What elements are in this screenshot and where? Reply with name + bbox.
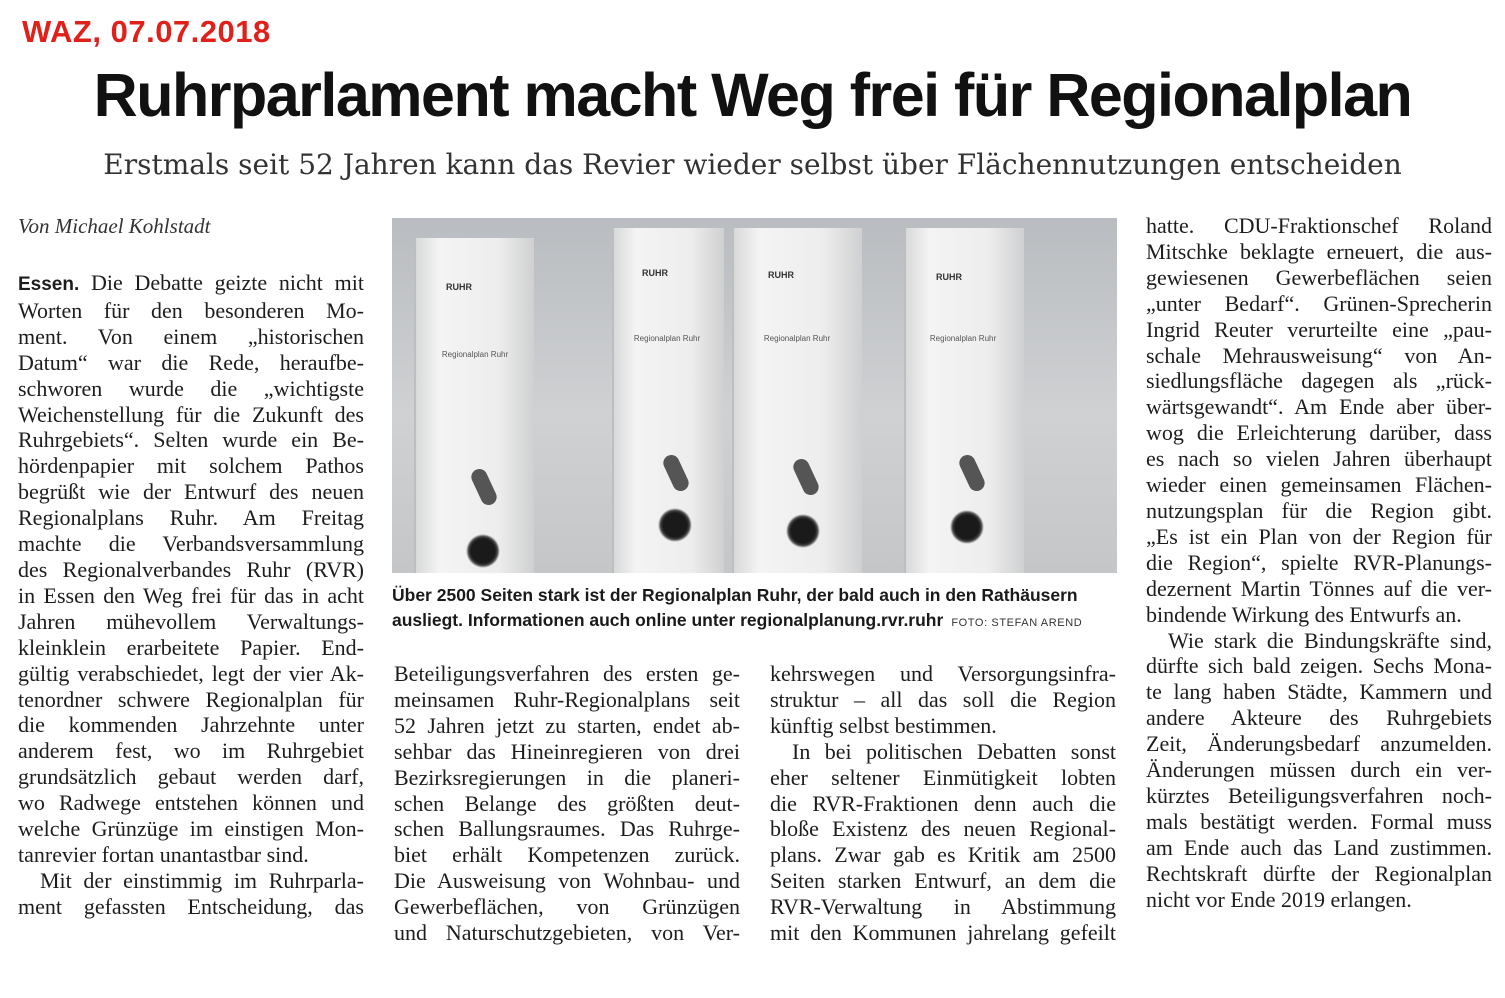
text-line: bloße Existenz des neuen Regional- xyxy=(770,816,1116,842)
text-line: hatte. CDU-Fraktionschef Roland xyxy=(1146,213,1492,238)
text-line: tanrevier fortan unantastbar sind. xyxy=(18,841,309,867)
text-line: dürfte sich bald zeigen. Sechs Mona- xyxy=(1146,653,1492,679)
source-label: WAZ, 07.07.2018 xyxy=(22,14,271,49)
text-line: die Region“, spielte RVR-Planungs- xyxy=(1146,549,1492,575)
text-line: Worten für den besonderen Mo- xyxy=(18,297,364,323)
article-photo xyxy=(392,218,1117,573)
binder-logo: RUHR xyxy=(768,270,794,280)
binder-logo: RUHR xyxy=(936,272,962,282)
text-line: in Essen den Weg frei für das in acht xyxy=(18,582,364,608)
text-line: andere Akteure des Ruhrgebiets xyxy=(1146,705,1492,731)
text-line: meinsamen Ruhr-Regionalplans seit xyxy=(394,686,740,712)
text-line: des Regionalverbandes Ruhr (RVR) xyxy=(18,556,364,582)
dateline: Essen. xyxy=(18,274,80,295)
text-line: plans. Zwar gab es Kritik am 2500 xyxy=(770,842,1116,868)
text-line: Rechtskraft dürfte der Regionalplan xyxy=(1146,860,1492,886)
text-line: sehbar das Hineinregieren von drei xyxy=(394,738,740,764)
text-line: grundsätzlich gebaut werden darf, xyxy=(18,764,364,790)
caption-line-2: ausliegt. Informationen auch online unter regionalplanung.rvr.ruhr FOTO: STEFAN AREND xyxy=(392,610,1083,630)
photo-caption xyxy=(392,583,1120,636)
text-line: Mitschke beklagte erneuert, die aus- xyxy=(1146,238,1492,264)
text-line: anderem fest, wo im Ruhrgebiet xyxy=(18,738,364,764)
article-column-2 xyxy=(394,661,740,946)
binder-label: Regionalplan Ruhr xyxy=(633,334,701,343)
binder-4 xyxy=(904,228,1024,573)
text-line: Beteiligungsverfahren des ersten ge- xyxy=(394,661,740,686)
text-line: RVR-Verwaltung in Abstimmung xyxy=(770,894,1116,920)
text-line: 52 Jahren jetzt zu starten, endet ab- xyxy=(394,712,740,738)
binder-logo: RUHR xyxy=(642,268,668,278)
binder-ring xyxy=(466,534,500,568)
text-line: Ingrid Reuter verurteilte eine „pau- xyxy=(1146,316,1492,342)
text-line: Regionalplans Ruhr. Am Freitag xyxy=(18,505,364,531)
text-line: mit den Kommunen jahrelang gefeilt xyxy=(770,920,1116,946)
text-line: Die Ausweisung von Wohnbau- und xyxy=(394,868,740,894)
text-line: ment gefassten Entscheidung, das xyxy=(18,893,364,919)
text-line: „unter Bedarf“. Grünen-Sprecherin xyxy=(1146,290,1492,316)
text-line: Weichenstellung für die Zukunft des xyxy=(18,401,364,427)
text-line: tenordner schwere Regionalplan für xyxy=(18,686,364,712)
text-line: Essen. Die Debatte geizte nicht mit xyxy=(18,270,364,295)
text-line: ment. Von einem „historischen xyxy=(18,323,364,349)
text-line: nicht vor Ende 2019 erlangen. xyxy=(1146,886,1412,912)
text-line: wieder einen gemeinsamen Flächen- xyxy=(1146,472,1492,498)
binder-logo: RUHR xyxy=(446,282,472,292)
text-line: es nach so vielen Jahren überhaupt xyxy=(1146,446,1492,472)
text-line: Ruhrgebiets“. Selten wurde ein Be- xyxy=(18,427,364,453)
text-line: schen Ballungsraumes. Das Ruhrge- xyxy=(394,816,740,842)
text-line: Datum“ war die Rede, heraufbe- xyxy=(18,349,364,375)
text-line: schale Mehrausweisung“ von An- xyxy=(1146,342,1492,368)
text-line: Bezirksregierungen in die planeri- xyxy=(394,764,740,790)
text-line: eher seltener Einmütigkeit lobten xyxy=(770,764,1116,790)
binder-ring xyxy=(658,508,692,542)
article-column-3 xyxy=(770,661,1116,946)
text-line: Änderungen müssen durch ein ver- xyxy=(1146,757,1492,783)
text-line: kleinklein erarbeitete Papier. End- xyxy=(18,634,364,660)
text-line: wo Radwege entstehen können und xyxy=(18,790,364,816)
text-line: siedlungsfläche dagegen als „rück- xyxy=(1146,368,1492,394)
text-line: mals bestätigt werden. Formal muss xyxy=(1146,808,1492,834)
article-column-4 xyxy=(1146,213,1492,912)
text-line: struktur – all das soll die Region xyxy=(770,686,1116,712)
text-line: am Ende auch das Land zustimmen. xyxy=(1146,834,1492,860)
subheadline: Erstmals seit 52 Jahren kann das Revier wieder selbst über Flächennutzungen entscheiden xyxy=(103,148,1402,181)
text-line: die RVR-Fraktionen denn auch die xyxy=(770,790,1116,816)
binder-3 xyxy=(732,228,862,573)
binder-1 xyxy=(414,238,534,573)
caption-line-1: Über 2500 Seiten stark ist der Regionalplan Ruhr, der bald auch in den Rathäusern xyxy=(392,585,1078,605)
binder-clip xyxy=(661,452,692,493)
text-line: In bei politischen Debatten sonst xyxy=(792,738,1116,764)
text-line: gewiesenen Gewerbeflächen seien xyxy=(1146,264,1492,290)
text-line: machte die Verbandsversammlung xyxy=(18,531,364,557)
headline: Ruhrparlament macht Weg frei für Regionalplan xyxy=(93,61,1412,129)
binder-2 xyxy=(612,228,724,573)
text-line: gültig verabschiedet, legt der vier Ak- xyxy=(18,660,364,686)
byline: Von Michael Kohlstadt xyxy=(18,214,211,238)
binder-clip xyxy=(469,466,500,507)
text-line: Seiten starken Entwurf, an dem die xyxy=(770,868,1116,894)
binder-ring xyxy=(950,510,984,544)
binder-clip xyxy=(791,456,822,497)
photo-credit: FOTO: STEFAN AREND xyxy=(951,617,1083,629)
text-line: te lang haben Städte, Kammern und xyxy=(1146,679,1492,705)
binder-label: Regionalplan Ruhr xyxy=(929,334,997,343)
binder-clip xyxy=(957,452,988,493)
text-line: kehrswegen und Versorgungsinfra- xyxy=(770,661,1116,686)
text-line: schen Belange des größten deut- xyxy=(394,790,740,816)
binder-label: Regionalplan Ruhr xyxy=(441,350,509,359)
text-line: Zeit, Änderungsbedarf anzumelden. xyxy=(1146,731,1492,757)
text-line: „Es ist ein Plan von der Region für xyxy=(1146,523,1492,549)
text-line: Jahren mühevollem Verwaltungs- xyxy=(18,608,364,634)
text-line: begrüßt wie der Entwurf des neuen xyxy=(18,479,364,505)
text-line: Mit der einstimmig im Ruhrparla- xyxy=(40,867,364,893)
binder-label: Regionalplan Ruhr xyxy=(763,334,831,343)
text-line: biet erhält Kompetenzen zurück. xyxy=(394,842,740,868)
text-line: hördenpapier mit solchem Pathos xyxy=(18,453,364,479)
article-column-1 xyxy=(18,270,364,920)
text-line: bindende Wirkung des Entwurfs an. xyxy=(1146,601,1462,627)
text-line: Gewerbeflächen, von Grünzügen xyxy=(394,894,740,920)
text-line: wog die Erleichterung darüber, dass xyxy=(1146,420,1492,446)
text-line: wärtsgewandt“. Am Ende aber über- xyxy=(1146,394,1492,420)
binder-ring xyxy=(786,514,820,548)
text-line: künftig selbst bestimmen. xyxy=(770,712,997,738)
text-line: welche Grünzüge im einstigen Mon- xyxy=(18,816,364,842)
text-line: Wie stark die Bindungskräfte sind, xyxy=(1168,627,1492,653)
text-line: nutzungsplan für die Region gibt. xyxy=(1146,497,1492,523)
text-line: dezernent Martin Tönnes auf die ver- xyxy=(1146,575,1492,601)
text-line: schworen wurde die „wichtigste xyxy=(18,375,364,401)
text-line: die kommenden Jahrzehnte unter xyxy=(18,712,364,738)
text-line: kürztes Beteiligungsverfahren noch- xyxy=(1146,782,1492,808)
text-line: und Naturschutzgebieten, von Ver- xyxy=(394,920,740,946)
